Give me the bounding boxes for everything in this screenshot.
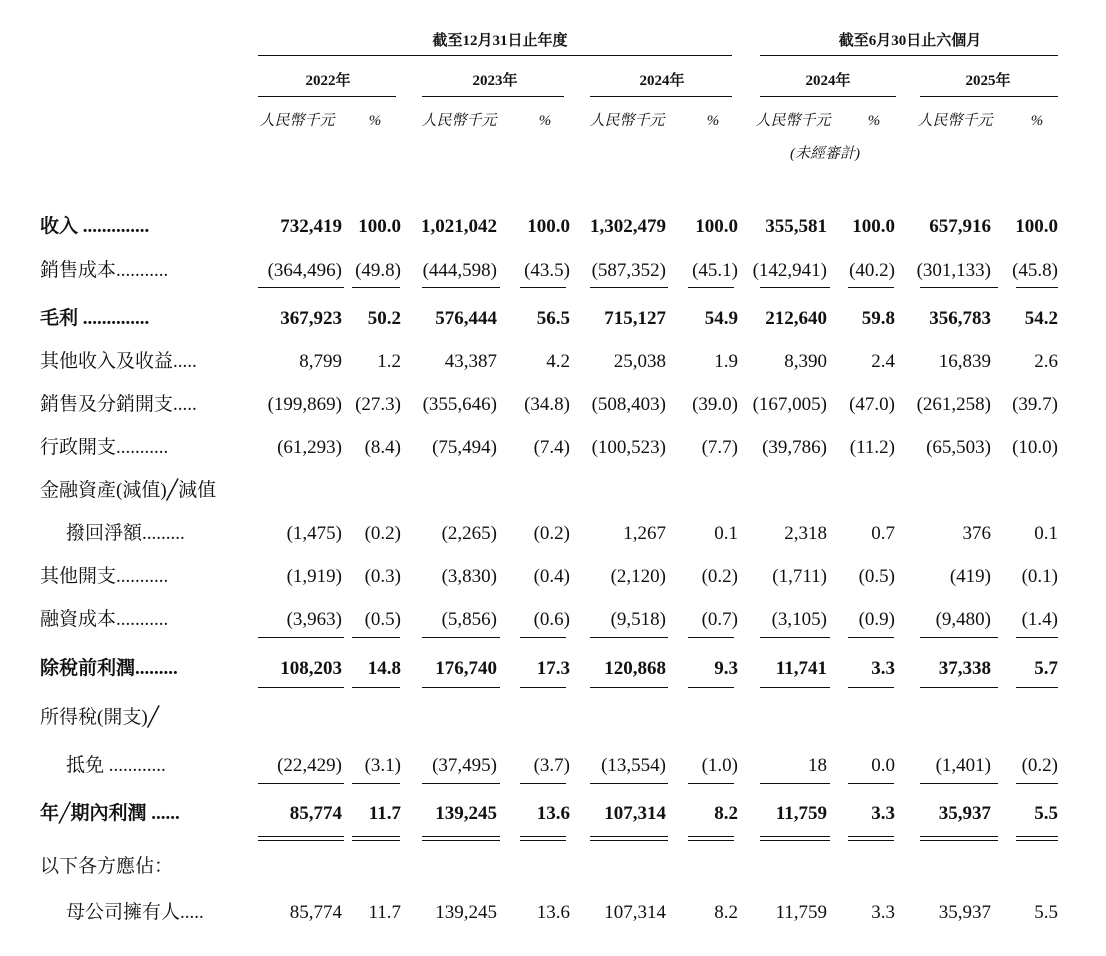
- table-cell: (49.8): [355, 260, 401, 281]
- table-cell: 13.6: [536, 803, 570, 824]
- table-cell: (419): [949, 566, 991, 587]
- table-cell: (39.0): [692, 394, 738, 415]
- table-cell: 100.0: [695, 216, 738, 237]
- table-cell: (5,856): [441, 609, 497, 630]
- table-cell: (8.4): [364, 437, 401, 458]
- subtotal-rule: [422, 287, 500, 288]
- table-cell: 108,203: [280, 658, 342, 679]
- table-cell: (587,352): [591, 260, 666, 281]
- year-header-2024-half: 2024年: [805, 73, 851, 89]
- table-cell: (199,869): [267, 394, 342, 415]
- table-cell: 212,640: [765, 308, 827, 329]
- table-cell: 576,444: [435, 308, 497, 329]
- table-cell: (1,919): [286, 566, 342, 587]
- table-cell: (75,494): [432, 437, 497, 458]
- table-cell: 0.1: [714, 523, 738, 544]
- table-cell: (508,403): [591, 394, 666, 415]
- table-cell: (1.0): [701, 755, 738, 776]
- table-cell: (0.2): [533, 523, 570, 544]
- unit-rmb-2022: 人民幣千元: [259, 113, 335, 129]
- table-cell: 8,390: [784, 351, 827, 372]
- row-label: 所得稅(開支)╱: [40, 707, 160, 728]
- subtotal-rule: [520, 637, 566, 638]
- table-cell: (1,711): [772, 566, 827, 587]
- total-double-rule: [590, 836, 668, 841]
- table-cell: 139,245: [435, 902, 497, 923]
- total-double-rule: [760, 836, 830, 841]
- header-group-year: 截至12月31日止年度: [432, 33, 568, 49]
- total-double-rule: [258, 836, 344, 841]
- row-label: 除稅前利潤.........: [40, 658, 178, 679]
- year-rule-2025-half: [920, 96, 1058, 97]
- table-cell: (2,265): [441, 523, 497, 544]
- subtotal-rule: [258, 637, 344, 638]
- year-rule-2024: [590, 96, 732, 97]
- table-cell: 715,127: [604, 308, 666, 329]
- subtotal-rule: [352, 783, 400, 784]
- row-label: 其他收入及收益.....: [40, 351, 197, 372]
- subtotal-rule: [760, 637, 830, 638]
- subtotal-rule: [688, 637, 734, 638]
- table-cell: 11,741: [775, 658, 827, 679]
- subtotal-rule: [352, 687, 400, 688]
- table-cell: (0.5): [364, 609, 401, 630]
- table-cell: (301,133): [916, 260, 991, 281]
- table-cell: 14.8: [367, 658, 401, 679]
- subtotal-rule: [352, 637, 400, 638]
- table-cell: (0.9): [858, 609, 895, 630]
- subtotal-rule: [258, 687, 344, 688]
- table-cell: (3.7): [533, 755, 570, 776]
- subtotal-rule: [848, 687, 894, 688]
- subtotal-rule: [590, 637, 668, 638]
- table-cell: (364,496): [267, 260, 342, 281]
- row-label: 銷售及分銷開支.....: [40, 394, 197, 415]
- table-cell: (3,963): [286, 609, 342, 630]
- table-cell: 1,302,479: [590, 216, 666, 237]
- year-rule-2024-half: [760, 96, 896, 97]
- table-cell: 0.0: [871, 755, 895, 776]
- table-cell: (47.0): [849, 394, 895, 415]
- table-cell: 35,937: [938, 803, 991, 824]
- table-cell: (0.1): [1021, 566, 1058, 587]
- table-cell: (0.4): [533, 566, 570, 587]
- subtotal-rule: [258, 783, 344, 784]
- subtotal-rule: [848, 783, 894, 784]
- subtotal-rule: [688, 687, 734, 688]
- total-double-rule: [848, 836, 894, 841]
- table-cell: (1.4): [1021, 609, 1058, 630]
- table-cell: 5.7: [1034, 658, 1058, 679]
- unit-pct-2022: %: [368, 113, 382, 129]
- table-cell: (167,005): [752, 394, 827, 415]
- subtotal-rule: [920, 687, 998, 688]
- subtotal-rule: [688, 783, 734, 784]
- table-cell: 54.9: [704, 308, 738, 329]
- subtotal-rule: [422, 637, 500, 638]
- subtotal-rule: [352, 287, 400, 288]
- table-cell: 18: [808, 755, 827, 776]
- year-header-2022: 2022年: [305, 73, 351, 89]
- total-double-rule: [520, 836, 566, 841]
- subtotal-rule: [1016, 687, 1058, 688]
- table-cell: 0.7: [871, 523, 895, 544]
- row-label: 抵免 ............: [66, 755, 166, 776]
- table-cell: (10.0): [1012, 437, 1058, 458]
- subtotal-rule: [848, 637, 894, 638]
- row-label: 金融資產(減值)╱減值: [40, 480, 217, 501]
- table-cell: 1,021,042: [421, 216, 497, 237]
- table-cell: (22,429): [277, 755, 342, 776]
- table-cell: 85,774: [289, 902, 342, 923]
- table-cell: (65,503): [926, 437, 991, 458]
- table-cell: 2.6: [1034, 351, 1058, 372]
- row-label: 毛利 ..............: [40, 308, 150, 329]
- table-cell: 17.3: [536, 658, 570, 679]
- table-cell: (13,554): [601, 755, 666, 776]
- row-label: 以下各方應佔：: [40, 856, 174, 877]
- table-cell: 16,839: [938, 351, 991, 372]
- total-double-rule: [1016, 836, 1058, 841]
- table-cell: 107,314: [604, 902, 666, 923]
- table-cell: 100.0: [852, 216, 895, 237]
- table-cell: (3.1): [364, 755, 401, 776]
- table-cell: 13.6: [536, 902, 570, 923]
- subtotal-rule: [590, 783, 668, 784]
- table-cell: 35,937: [938, 902, 991, 923]
- table-cell: (142,941): [752, 260, 827, 281]
- table-cell: 37,338: [938, 658, 991, 679]
- year-header-2023: 2023年: [472, 73, 518, 89]
- table-cell: 139,245: [435, 803, 497, 824]
- table-cell: 107,314: [604, 803, 666, 824]
- unit-pct-2024-half: %: [867, 113, 881, 129]
- table-cell: (0.2): [364, 523, 401, 544]
- table-cell: 11.7: [368, 803, 401, 824]
- subtotal-rule: [848, 287, 894, 288]
- table-cell: 3.3: [871, 902, 895, 923]
- total-double-rule: [920, 836, 998, 841]
- table-cell: (43.5): [524, 260, 570, 281]
- subtotal-rule: [760, 783, 830, 784]
- table-cell: (444,598): [422, 260, 497, 281]
- subtotal-rule: [1016, 637, 1058, 638]
- subtotal-rule: [422, 783, 500, 784]
- table-cell: (45.1): [692, 260, 738, 281]
- table-cell: (3,830): [441, 566, 497, 587]
- row-label: 融資成本...........: [40, 609, 169, 630]
- table-cell: 54.2: [1024, 308, 1058, 329]
- table-cell: 11,759: [775, 803, 827, 824]
- table-cell: (0.2): [1021, 755, 1058, 776]
- table-cell: 1.9: [714, 351, 738, 372]
- table-cell: (45.8): [1012, 260, 1058, 281]
- table-cell: (0.7): [701, 609, 738, 630]
- year-header-2024: 2024年: [639, 73, 685, 89]
- subtotal-rule: [258, 287, 344, 288]
- row-label: 銷售成本...........: [40, 260, 169, 281]
- table-cell: 376: [962, 523, 991, 544]
- table-cell: (61,293): [277, 437, 342, 458]
- table-cell: (3,105): [771, 609, 827, 630]
- unit-pct-2025-half: %: [1030, 113, 1044, 129]
- table-cell: (2,120): [610, 566, 666, 587]
- table-cell: (39,786): [762, 437, 827, 458]
- table-cell: 5.5: [1034, 803, 1058, 824]
- subtotal-rule: [590, 287, 668, 288]
- unit-rmb-2023: 人民幣千元: [421, 113, 497, 129]
- table-cell: 59.8: [861, 308, 895, 329]
- table-cell: 1.2: [377, 351, 401, 372]
- header-group-half: 截至6月30日止六個月: [838, 33, 982, 49]
- subtotal-rule: [1016, 287, 1058, 288]
- table-cell: 8,799: [299, 351, 342, 372]
- table-cell: (40.2): [849, 260, 895, 281]
- table-cell: 120,868: [604, 658, 666, 679]
- table-cell: (9,518): [610, 609, 666, 630]
- table-cell: 2.4: [871, 351, 895, 372]
- table-cell: 100.0: [527, 216, 570, 237]
- table-cell: 356,783: [929, 308, 991, 329]
- subtotal-rule: [1016, 783, 1058, 784]
- row-label: 撥回淨額.........: [66, 523, 185, 544]
- table-cell: 4.2: [546, 351, 570, 372]
- table-cell: 56.5: [536, 308, 570, 329]
- subtotal-rule: [520, 687, 566, 688]
- total-double-rule: [352, 836, 400, 841]
- unit-rmb-2024: 人民幣千元: [589, 113, 665, 129]
- table-cell: (11.2): [849, 437, 895, 458]
- subtotal-rule: [520, 783, 566, 784]
- table-cell: 50.2: [367, 308, 401, 329]
- row-label: 行政開支...........: [40, 437, 169, 458]
- table-cell: 8.2: [714, 803, 738, 824]
- table-cell: 5.5: [1034, 902, 1058, 923]
- subtotal-rule: [760, 287, 830, 288]
- subtotal-rule: [920, 637, 998, 638]
- table-cell: (355,646): [422, 394, 497, 415]
- row-label: 母公司擁有人.....: [66, 902, 204, 923]
- subtotal-rule: [590, 687, 668, 688]
- table-cell: 100.0: [358, 216, 401, 237]
- subtotal-rule: [688, 287, 734, 288]
- table-cell: 100.0: [1015, 216, 1058, 237]
- table-cell: 9.3: [714, 658, 738, 679]
- subtotal-rule: [920, 287, 998, 288]
- header-group-year-rule: [258, 55, 732, 56]
- table-cell: 43,387: [444, 351, 497, 372]
- table-cell: 1,267: [623, 523, 666, 544]
- table-cell: 732,419: [280, 216, 342, 237]
- table-cell: (261,258): [916, 394, 991, 415]
- table-cell: (0.2): [701, 566, 738, 587]
- table-cell: (0.6): [533, 609, 570, 630]
- row-label: 收入 ..............: [40, 216, 150, 237]
- header-group-half-rule: [760, 55, 1058, 56]
- table-cell: 3.3: [871, 658, 895, 679]
- subtotal-rule: [760, 687, 830, 688]
- table-cell: 367,923: [280, 308, 342, 329]
- table-cell: 355,581: [765, 216, 827, 237]
- table-cell: (34.8): [524, 394, 570, 415]
- table-cell: (0.5): [858, 566, 895, 587]
- unaudited-note: (未經審計): [790, 146, 860, 162]
- table-cell: 3.3: [871, 803, 895, 824]
- table-cell: (1,401): [935, 755, 991, 776]
- year-rule-2022: [258, 96, 396, 97]
- table-cell: 8.2: [714, 902, 738, 923]
- table-cell: 176,740: [435, 658, 497, 679]
- table-cell: (7.4): [533, 437, 570, 458]
- total-double-rule: [688, 836, 734, 841]
- table-cell: (1,475): [286, 523, 342, 544]
- table-cell: 11,759: [775, 902, 827, 923]
- year-header-2025-half: 2025年: [965, 73, 1011, 89]
- table-cell: (7.7): [701, 437, 738, 458]
- total-double-rule: [422, 836, 500, 841]
- table-cell: 0.1: [1034, 523, 1058, 544]
- table-cell: 11.7: [368, 902, 401, 923]
- table-cell: (100,523): [591, 437, 666, 458]
- row-label: 年╱期內利潤 ......: [40, 803, 180, 824]
- table-cell: 25,038: [613, 351, 666, 372]
- table-cell: 657,916: [929, 216, 991, 237]
- table-cell: (9,480): [935, 609, 991, 630]
- subtotal-rule: [920, 783, 998, 784]
- unit-pct-2024: %: [706, 113, 720, 129]
- subtotal-rule: [422, 687, 500, 688]
- subtotal-rule: [520, 287, 566, 288]
- year-rule-2023: [422, 96, 564, 97]
- table-cell: 2,318: [784, 523, 827, 544]
- table-cell: (0.3): [364, 566, 401, 587]
- unit-rmb-2024-half: 人民幣千元: [755, 113, 831, 129]
- table-cell: (39.7): [1012, 394, 1058, 415]
- row-label: 其他開支...........: [40, 566, 169, 587]
- unit-pct-2023: %: [538, 113, 552, 129]
- table-cell: 85,774: [289, 803, 342, 824]
- table-cell: (27.3): [355, 394, 401, 415]
- table-cell: (37,495): [432, 755, 497, 776]
- unit-rmb-2025-half: 人民幣千元: [917, 113, 993, 129]
